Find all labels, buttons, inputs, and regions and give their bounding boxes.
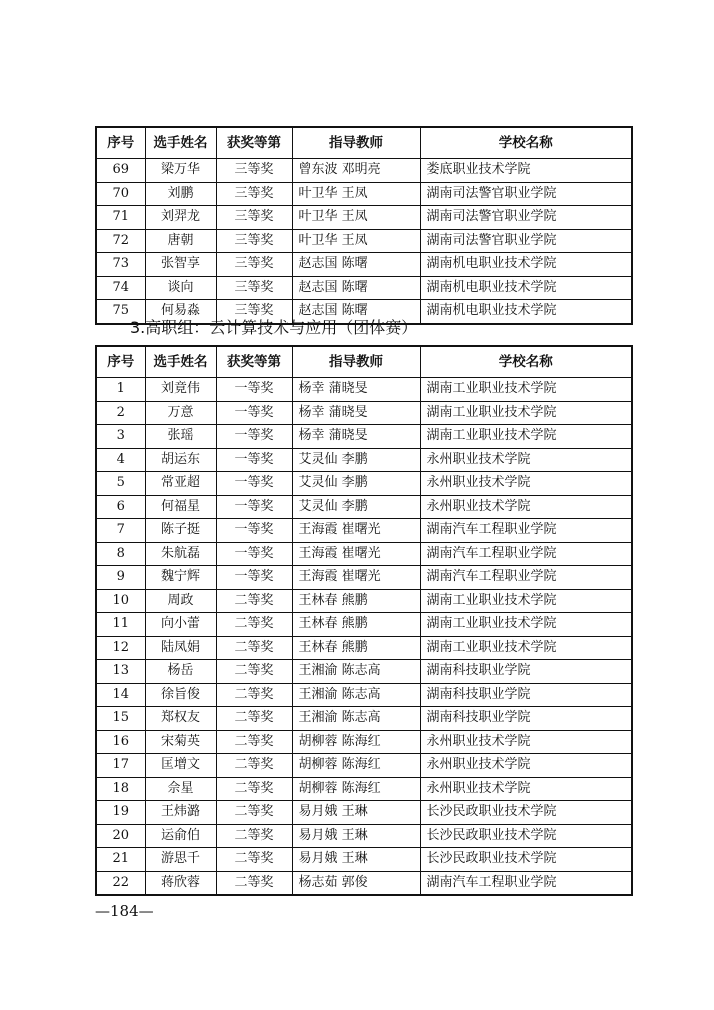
cell-school: 永州职业技术学院 bbox=[420, 730, 632, 754]
cell-instructor: 易月娥 王琳 bbox=[292, 824, 420, 848]
cell-instructor: 叶卫华 王凤 bbox=[292, 229, 420, 253]
cell-award: 三等奖 bbox=[216, 276, 292, 300]
cell-index: 22 bbox=[96, 871, 145, 895]
table-header-row bbox=[96, 346, 632, 378]
cell-school: 湖南汽车工程职业学院 bbox=[420, 566, 632, 590]
cell-contestant: 游思千 bbox=[145, 848, 216, 872]
cell-index: 69 bbox=[96, 159, 145, 183]
cell-instructor: 易月娥 王琳 bbox=[292, 848, 420, 872]
cell-award: 二等奖 bbox=[216, 848, 292, 872]
cell-award: 二等奖 bbox=[216, 683, 292, 707]
cell-instructor: 胡柳蓉 陈海红 bbox=[292, 777, 420, 801]
cell-index: 74 bbox=[96, 276, 145, 300]
cell-award: 一等奖 bbox=[216, 495, 292, 519]
cell-instructor: 易月娥 王琳 bbox=[292, 801, 420, 825]
cell-contestant: 胡运东 bbox=[145, 448, 216, 472]
cell-instructor: 胡柳蓉 陈海红 bbox=[292, 730, 420, 754]
cell-contestant: 刘鹏 bbox=[145, 182, 216, 206]
cell-school: 湖南汽车工程职业学院 bbox=[420, 542, 632, 566]
cell-instructor: 王湘渝 陈志高 bbox=[292, 660, 420, 684]
cell-index: 10 bbox=[96, 589, 145, 613]
cell-contestant: 郑权友 bbox=[145, 707, 216, 731]
cell-instructor: 赵志国 陈曙 bbox=[292, 300, 420, 324]
cell-contestant: 宋菊英 bbox=[145, 730, 216, 754]
table-row bbox=[96, 613, 632, 637]
cell-index: 6 bbox=[96, 495, 145, 519]
cell-contestant: 万意 bbox=[145, 401, 216, 425]
cell-school: 娄底职业技术学院 bbox=[420, 159, 632, 183]
cell-instructor: 王海霞 崔曙光 bbox=[292, 519, 420, 543]
cell-award: 二等奖 bbox=[216, 589, 292, 613]
cell-award: 二等奖 bbox=[216, 824, 292, 848]
cell-school: 湖南工业职业技术学院 bbox=[420, 378, 632, 402]
cell-instructor: 艾灵仙 李鹏 bbox=[292, 448, 420, 472]
table-row bbox=[96, 159, 632, 183]
cell-contestant: 周政 bbox=[145, 589, 216, 613]
cell-contestant: 运俞伯 bbox=[145, 824, 216, 848]
cell-instructor: 王湘渝 陈志高 bbox=[292, 683, 420, 707]
cell-contestant: 陈子挺 bbox=[145, 519, 216, 543]
cell-instructor: 曾东波 邓明亮 bbox=[292, 159, 420, 183]
cell-award: 三等奖 bbox=[216, 182, 292, 206]
table-row bbox=[96, 401, 632, 425]
cell-index: 71 bbox=[96, 206, 145, 230]
cell-school: 湖南汽车工程职业学院 bbox=[420, 871, 632, 895]
cell-award: 一等奖 bbox=[216, 472, 292, 496]
table-row bbox=[96, 871, 632, 895]
cell-award: 三等奖 bbox=[216, 253, 292, 277]
cell-index: 75 bbox=[96, 300, 145, 324]
cell-contestant: 张瑶 bbox=[145, 425, 216, 449]
cell-award: 三等奖 bbox=[216, 206, 292, 230]
cell-school: 湖南工业职业技术学院 bbox=[420, 589, 632, 613]
cell-instructor: 王海霞 崔曙光 bbox=[292, 566, 420, 590]
cell-award: 二等奖 bbox=[216, 801, 292, 825]
cell-contestant: 王炜潞 bbox=[145, 801, 216, 825]
cell-index: 4 bbox=[96, 448, 145, 472]
cell-contestant: 何福星 bbox=[145, 495, 216, 519]
table-row bbox=[96, 707, 632, 731]
cell-contestant: 魏宁辉 bbox=[145, 566, 216, 590]
cell-school: 永州职业技术学院 bbox=[420, 448, 632, 472]
cell-school: 湖南工业职业技术学院 bbox=[420, 636, 632, 660]
cell-school: 湖南科技职业学院 bbox=[420, 660, 632, 684]
cell-award: 二等奖 bbox=[216, 660, 292, 684]
cell-contestant: 陆凤娟 bbox=[145, 636, 216, 660]
cell-contestant: 唐朝 bbox=[145, 229, 216, 253]
table-row bbox=[96, 472, 632, 496]
cell-instructor: 王湘渝 陈志高 bbox=[292, 707, 420, 731]
table-row bbox=[96, 754, 632, 778]
cell-school: 长沙民政职业技术学院 bbox=[420, 848, 632, 872]
cell-school: 湖南工业职业技术学院 bbox=[420, 613, 632, 637]
cell-award: 三等奖 bbox=[216, 229, 292, 253]
column-header-index: 序号 bbox=[96, 346, 145, 378]
column-header-school: 学校名称 bbox=[420, 127, 632, 159]
cell-award: 三等奖 bbox=[216, 159, 292, 183]
cell-instructor: 杨志茹 郭俊 bbox=[292, 871, 420, 895]
cell-award: 一等奖 bbox=[216, 425, 292, 449]
table-row bbox=[96, 824, 632, 848]
cell-instructor: 赵志国 陈曙 bbox=[292, 276, 420, 300]
column-header-index: 序号 bbox=[96, 127, 145, 159]
cell-school: 永州职业技术学院 bbox=[420, 777, 632, 801]
cell-index: 3 bbox=[96, 425, 145, 449]
table-row bbox=[96, 566, 632, 590]
table-row bbox=[96, 777, 632, 801]
cell-contestant: 蒋欣蓉 bbox=[145, 871, 216, 895]
cell-school: 湖南汽车工程职业学院 bbox=[420, 519, 632, 543]
table-header-row bbox=[96, 127, 632, 159]
column-header-award: 获奖等第 bbox=[216, 346, 292, 378]
table-row bbox=[96, 276, 632, 300]
column-header-instructor: 指导教师 bbox=[292, 346, 420, 378]
cell-contestant: 刘竟伟 bbox=[145, 378, 216, 402]
cell-school: 永州职业技术学院 bbox=[420, 754, 632, 778]
column-header-instructor: 指导教师 bbox=[292, 127, 420, 159]
cell-index: 1 bbox=[96, 378, 145, 402]
cell-index: 7 bbox=[96, 519, 145, 543]
table-row bbox=[96, 636, 632, 660]
cell-index: 12 bbox=[96, 636, 145, 660]
cell-index: 11 bbox=[96, 613, 145, 637]
cell-index: 21 bbox=[96, 848, 145, 872]
cell-school: 湖南工业职业技术学院 bbox=[420, 425, 632, 449]
cell-award: 二等奖 bbox=[216, 636, 292, 660]
cell-school: 湖南机电职业技术学院 bbox=[420, 253, 632, 277]
cell-award: 二等奖 bbox=[216, 730, 292, 754]
cell-award: 三等奖 bbox=[216, 300, 292, 324]
cell-instructor: 赵志国 陈曙 bbox=[292, 253, 420, 277]
cell-school: 湖南工业职业技术学院 bbox=[420, 401, 632, 425]
cell-index: 5 bbox=[96, 472, 145, 496]
column-header-school: 学校名称 bbox=[420, 346, 632, 378]
cell-school: 湖南机电职业技术学院 bbox=[420, 300, 632, 324]
cell-index: 9 bbox=[96, 566, 145, 590]
table-row bbox=[96, 519, 632, 543]
cell-award: 一等奖 bbox=[216, 401, 292, 425]
cell-school: 湖南司法警官职业学院 bbox=[420, 182, 632, 206]
cell-contestant: 杨岳 bbox=[145, 660, 216, 684]
table-row bbox=[96, 378, 632, 402]
cell-award: 一等奖 bbox=[216, 542, 292, 566]
cell-instructor: 王林春 熊鹏 bbox=[292, 613, 420, 637]
column-header-award: 获奖等第 bbox=[216, 127, 292, 159]
cell-award: 二等奖 bbox=[216, 754, 292, 778]
cell-contestant: 向小蕾 bbox=[145, 613, 216, 637]
cell-index: 2 bbox=[96, 401, 145, 425]
table-row bbox=[96, 660, 632, 684]
cell-index: 14 bbox=[96, 683, 145, 707]
cell-instructor: 艾灵仙 李鹏 bbox=[292, 472, 420, 496]
cell-instructor: 王林春 熊鹏 bbox=[292, 636, 420, 660]
awards-table-part-2 bbox=[95, 345, 633, 896]
table-row bbox=[96, 683, 632, 707]
cell-contestant: 何易淼 bbox=[145, 300, 216, 324]
cell-contestant: 张智享 bbox=[145, 253, 216, 277]
table-row bbox=[96, 801, 632, 825]
cell-index: 20 bbox=[96, 824, 145, 848]
table-body bbox=[96, 159, 632, 324]
cell-school: 湖南司法警官职业学院 bbox=[420, 206, 632, 230]
cell-school: 湖南机电职业技术学院 bbox=[420, 276, 632, 300]
cell-school: 长沙民政职业技术学院 bbox=[420, 824, 632, 848]
cell-index: 19 bbox=[96, 801, 145, 825]
cell-award: 二等奖 bbox=[216, 707, 292, 731]
cell-contestant: 徐旨俊 bbox=[145, 683, 216, 707]
cell-index: 16 bbox=[96, 730, 145, 754]
table-row bbox=[96, 253, 632, 277]
cell-school: 永州职业技术学院 bbox=[420, 472, 632, 496]
cell-contestant: 佘星 bbox=[145, 777, 216, 801]
column-header-contestant: 选手姓名 bbox=[145, 346, 216, 378]
cell-school: 湖南司法警官职业学院 bbox=[420, 229, 632, 253]
cell-index: 18 bbox=[96, 777, 145, 801]
cell-contestant: 常亚超 bbox=[145, 472, 216, 496]
cell-award: 一等奖 bbox=[216, 566, 292, 590]
table-row bbox=[96, 495, 632, 519]
cell-instructor: 叶卫华 王凤 bbox=[292, 182, 420, 206]
cell-contestant: 刘羿龙 bbox=[145, 206, 216, 230]
table-body bbox=[96, 378, 632, 896]
table-row bbox=[96, 848, 632, 872]
table-row bbox=[96, 182, 632, 206]
cell-school: 永州职业技术学院 bbox=[420, 495, 632, 519]
cell-index: 15 bbox=[96, 707, 145, 731]
table-row bbox=[96, 425, 632, 449]
cell-award: 一等奖 bbox=[216, 378, 292, 402]
cell-award: 一等奖 bbox=[216, 448, 292, 472]
cell-instructor: 艾灵仙 李鹏 bbox=[292, 495, 420, 519]
table-row bbox=[96, 730, 632, 754]
table-row bbox=[96, 229, 632, 253]
cell-contestant: 朱航磊 bbox=[145, 542, 216, 566]
cell-award: 二等奖 bbox=[216, 613, 292, 637]
cell-contestant: 谈向 bbox=[145, 276, 216, 300]
column-header-contestant: 选手姓名 bbox=[145, 127, 216, 159]
cell-index: 13 bbox=[96, 660, 145, 684]
table-row bbox=[96, 589, 632, 613]
cell-contestant: 梁万华 bbox=[145, 159, 216, 183]
section-heading: 3.高职组：云计算技术与应用（团体赛） bbox=[130, 318, 418, 337]
cell-instructor: 胡柳蓉 陈海红 bbox=[292, 754, 420, 778]
table-row bbox=[96, 542, 632, 566]
table-row bbox=[96, 206, 632, 230]
cell-index: 73 bbox=[96, 253, 145, 277]
cell-contestant: 匡增文 bbox=[145, 754, 216, 778]
cell-index: 70 bbox=[96, 182, 145, 206]
cell-award: 二等奖 bbox=[216, 777, 292, 801]
cell-index: 72 bbox=[96, 229, 145, 253]
cell-instructor: 王林春 熊鹏 bbox=[292, 589, 420, 613]
cell-instructor: 杨幸 蒲晓旻 bbox=[292, 425, 420, 449]
cell-index: 17 bbox=[96, 754, 145, 778]
cell-instructor: 王海霞 崔曙光 bbox=[292, 542, 420, 566]
cell-award: 一等奖 bbox=[216, 519, 292, 543]
awards-table-part-1 bbox=[95, 126, 633, 325]
cell-instructor: 杨幸 蒲晓旻 bbox=[292, 401, 420, 425]
cell-index: 8 bbox=[96, 542, 145, 566]
cell-school: 湖南科技职业学院 bbox=[420, 707, 632, 731]
cell-instructor: 杨幸 蒲晓旻 bbox=[292, 378, 420, 402]
cell-school: 湖南科技职业学院 bbox=[420, 683, 632, 707]
table-row bbox=[96, 448, 632, 472]
cell-instructor: 叶卫华 王凤 bbox=[292, 206, 420, 230]
cell-school: 长沙民政职业技术学院 bbox=[420, 801, 632, 825]
cell-award: 二等奖 bbox=[216, 871, 292, 895]
page-number: —184— bbox=[95, 902, 154, 920]
